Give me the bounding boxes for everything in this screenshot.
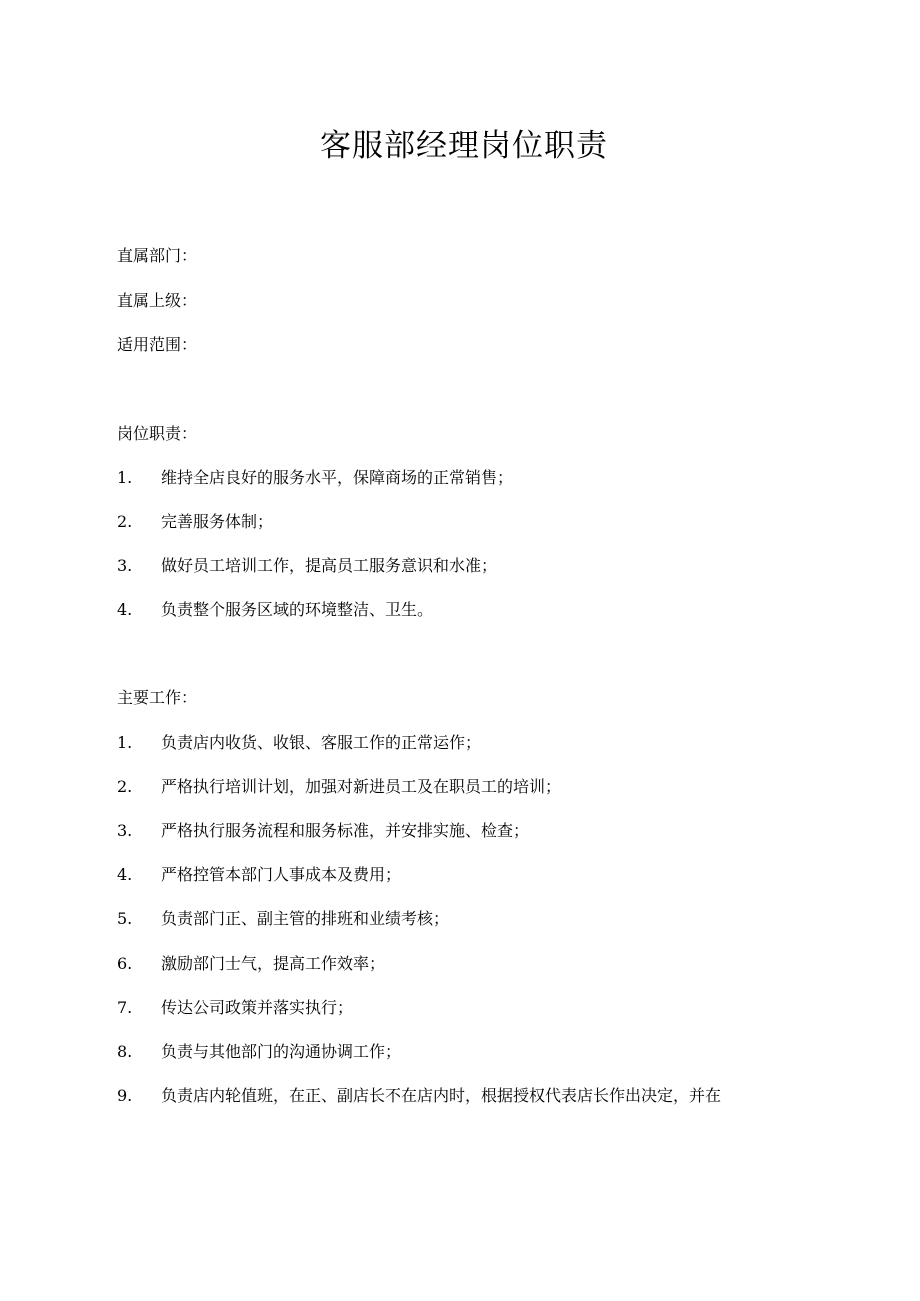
list-item-text: 负责店内轮值班，在正、副店长不在店内时，根据授权代表店长作出决定，并在: [161, 1086, 722, 1105]
list-item-text: 维持全店良好的服务水平，保障商场的正常销售；: [161, 468, 514, 487]
duties-heading: 岗位职责：: [117, 424, 198, 443]
document-title: 客服部经理岗位职责: [320, 128, 608, 164]
list-item-number: 9.: [117, 1086, 133, 1105]
list-item-number: 3.: [117, 556, 133, 575]
list-item-text: 负责店内收货、收银、客服工作的正常运作；: [161, 733, 482, 752]
field-scope: 适用范围：: [117, 335, 198, 354]
list-item-text: 严格执行服务流程和服务标准，并安排实施、检查；: [161, 821, 530, 840]
list-item-text: 做好员工培训工作，提高员工服务意识和水准；: [161, 556, 498, 575]
list-item-text: 严格执行培训计划，加强对新进员工及在职员工的培训；: [161, 777, 562, 796]
field-department: 直属部门：: [117, 246, 198, 265]
list-item-text: 传达公司政策并落实执行；: [161, 998, 354, 1017]
list-item-number: 5.: [117, 909, 133, 928]
list-item-text: 完善服务体制；: [161, 512, 274, 531]
work-heading: 主要工作：: [117, 688, 198, 707]
list-item-number: 8.: [117, 1042, 133, 1061]
list-item-number: 4.: [117, 865, 133, 884]
list-item-number: 7.: [117, 998, 133, 1017]
list-item-number: 1.: [117, 468, 133, 487]
list-item-number: 2.: [117, 512, 133, 531]
list-item-text: 激励部门士气，提高工作效率；: [161, 954, 386, 973]
list-item-number: 4.: [117, 600, 133, 619]
list-item-text: 负责部门正、副主管的排班和业绩考核；: [161, 909, 450, 928]
list-item-text: 负责整个服务区域的环境整洁、卫生。: [161, 600, 434, 619]
field-superior: 直属上级：: [117, 291, 198, 310]
list-item-text: 严格控管本部门人事成本及费用；: [161, 865, 402, 884]
list-item-number: 6.: [117, 954, 133, 973]
list-item-text: 负责与其他部门的沟通协调工作；: [161, 1042, 402, 1061]
list-item-number: 1.: [117, 733, 133, 752]
list-item-number: 2.: [117, 777, 133, 796]
list-item-number: 3.: [117, 821, 133, 840]
